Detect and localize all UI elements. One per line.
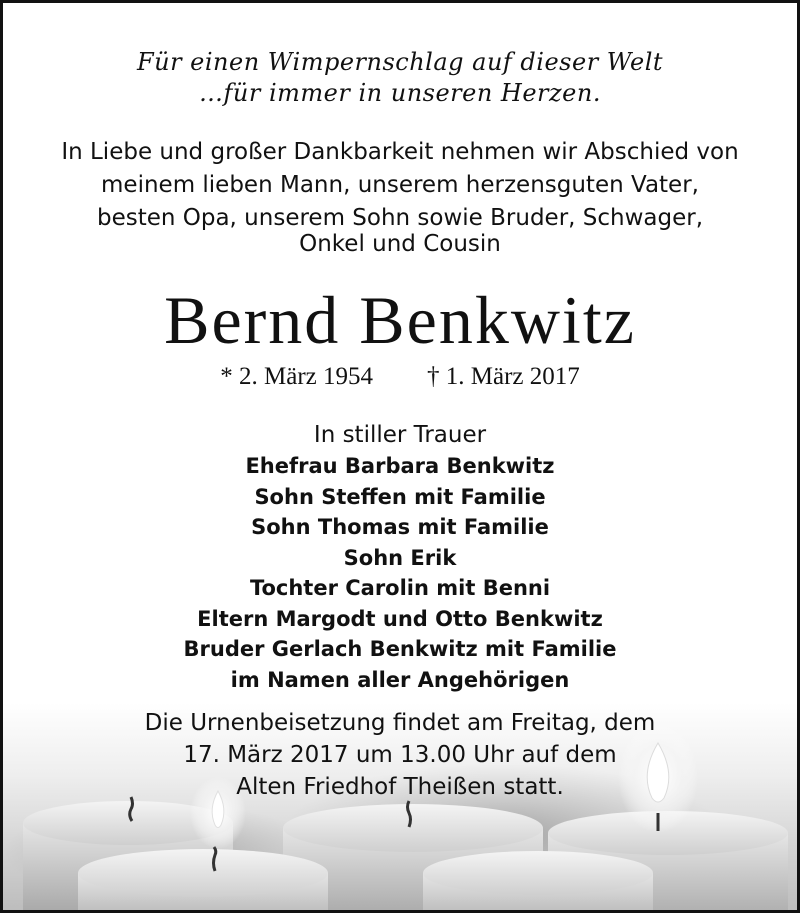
burial-line: Alten Friedhof Theißen statt. xyxy=(236,774,564,800)
mourner-item: Tochter Carolin mit Benni xyxy=(249,576,551,600)
burial-line: 17. März 2017 um 13.00 Uhr auf dem xyxy=(183,742,617,768)
mourner-item: Sohn Thomas mit Familie xyxy=(251,515,549,539)
life-dates xyxy=(3,362,797,392)
burial-line: Die Urnenbeisetzung findet am Freitag, dem xyxy=(144,710,656,736)
mourner-item: im Namen aller Angehörigen xyxy=(230,667,570,692)
mourners-list xyxy=(3,451,797,695)
mourning-intro: In stiller Trauer xyxy=(313,422,487,448)
mourner-item: Eltern Margodt und Otto Benkwitz xyxy=(197,606,603,631)
motto-line-2: …für immer in unseren Herzen. xyxy=(199,79,601,107)
mourner-item: Ehefrau Barbara Benkwitz xyxy=(245,454,555,478)
deceased-name: Bernd Benkwitz xyxy=(164,282,636,358)
intro-line: Onkel und Cousin xyxy=(299,231,501,257)
birth-date: * 2. März 1954 xyxy=(220,363,373,390)
motto-line-1: Für einen Wimpernschlag auf dieser Welt xyxy=(136,48,664,76)
death-date: † 1. März 2017 xyxy=(427,363,580,390)
mourner-item: Bruder Gerlach Benkwitz mit Familie xyxy=(183,637,617,661)
intro-line: meinem lieben Mann, unserem herzensguten Vater, xyxy=(101,172,699,198)
intro-line: besten Opa, unserem Sohn sowie Bruder, Schwager, xyxy=(96,205,704,231)
intro-line: In Liebe und großer Dankbarkeit nehmen wir Abschied von xyxy=(61,139,739,165)
mourner-item: Sohn Erik xyxy=(343,545,457,570)
mourner-item: Sohn Steffen mit Familie xyxy=(254,484,546,509)
